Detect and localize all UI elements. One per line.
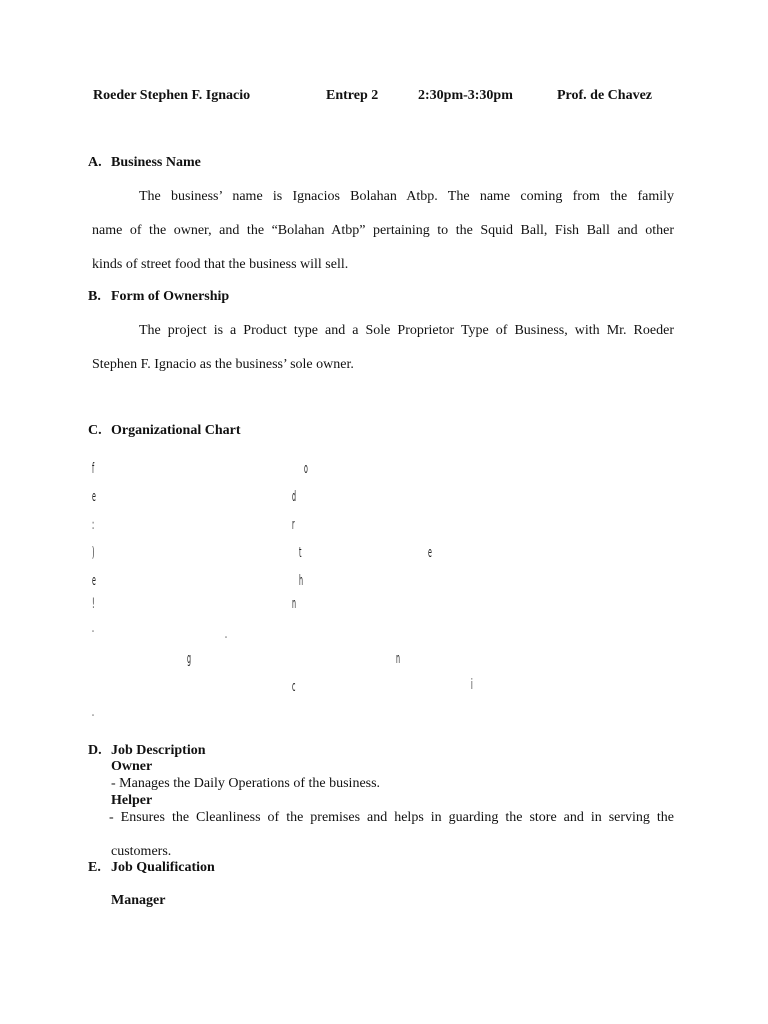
org-chart-fragment: c [292, 679, 296, 695]
section-b-text-line-1: The project is a Product type and a Sole Proprietor Type of Business, with Mr. Roeder [139, 323, 674, 338]
org-chart-fragment: f [92, 461, 95, 477]
org-chart-fragment: . [92, 704, 95, 720]
org-chart-fragment: t [299, 545, 302, 561]
org-chart-fragment: ) [92, 545, 95, 561]
owner-description: - Manages the Daily Operations of the business. [111, 776, 381, 791]
section-d-title: Job Description [111, 743, 206, 758]
org-chart-fragment: : [92, 517, 95, 533]
student-name: Roeder Stephen F. Ignacio [93, 88, 251, 103]
manager-title: Manager [111, 893, 166, 908]
helper-description-line-2: customers. [111, 844, 172, 859]
owner-title: Owner [111, 759, 153, 774]
org-chart-fragment: d [292, 489, 297, 505]
section-a-text-line-2: name of the owner, and the “Bolahan Atbp” pertaining to the Squid Ball, Fish Ball and other [92, 223, 674, 238]
org-chart-fragment: i [471, 677, 473, 693]
org-chart-fragment: . [92, 620, 95, 636]
org-chart-fragment: h [299, 573, 303, 589]
professor-name: Prof. de Chavez [557, 88, 652, 103]
org-chart-fragment: e [92, 573, 96, 589]
org-chart-fragment: n [396, 651, 400, 667]
section-d-letter: D. [88, 743, 102, 758]
org-chart-fragment: e [428, 545, 432, 561]
section-a-text-line-1: The business’ name is Ignacios Bolahan Atbp. The name coming from the family [139, 189, 674, 204]
section-c-title: Organizational Chart [111, 423, 241, 438]
section-e-letter: E. [88, 860, 101, 875]
org-chart-fragment: r [292, 517, 295, 533]
course-code: Entrep 2 [326, 88, 379, 103]
section-a-letter: A. [88, 155, 102, 170]
helper-description-line-1: - Ensures the Cleanliness of the premises and helps in guarding the store and in serving the [109, 810, 674, 825]
org-chart-fragment: o [304, 461, 308, 477]
org-chart-fragment: ! [92, 596, 95, 612]
section-b-letter: B. [88, 289, 101, 304]
org-chart-fragment: g [187, 651, 192, 667]
class-time: 2:30pm-3:30pm [418, 88, 513, 103]
section-a-title: Business Name [111, 155, 201, 170]
section-e-title: Job Qualification [111, 860, 215, 875]
helper-title: Helper [111, 793, 153, 808]
org-chart-fragment: n [292, 596, 296, 612]
section-b-text-line-2: Stephen F. Ignacio as the business’ sole owner. [92, 357, 354, 372]
section-c-letter: C. [88, 423, 102, 438]
org-chart-fragment: . [225, 626, 228, 642]
section-a-text-line-3: kinds of street food that the business will sell. [92, 257, 349, 272]
org-chart-fragment: e [92, 489, 96, 505]
section-b-title: Form of Ownership [111, 289, 230, 304]
